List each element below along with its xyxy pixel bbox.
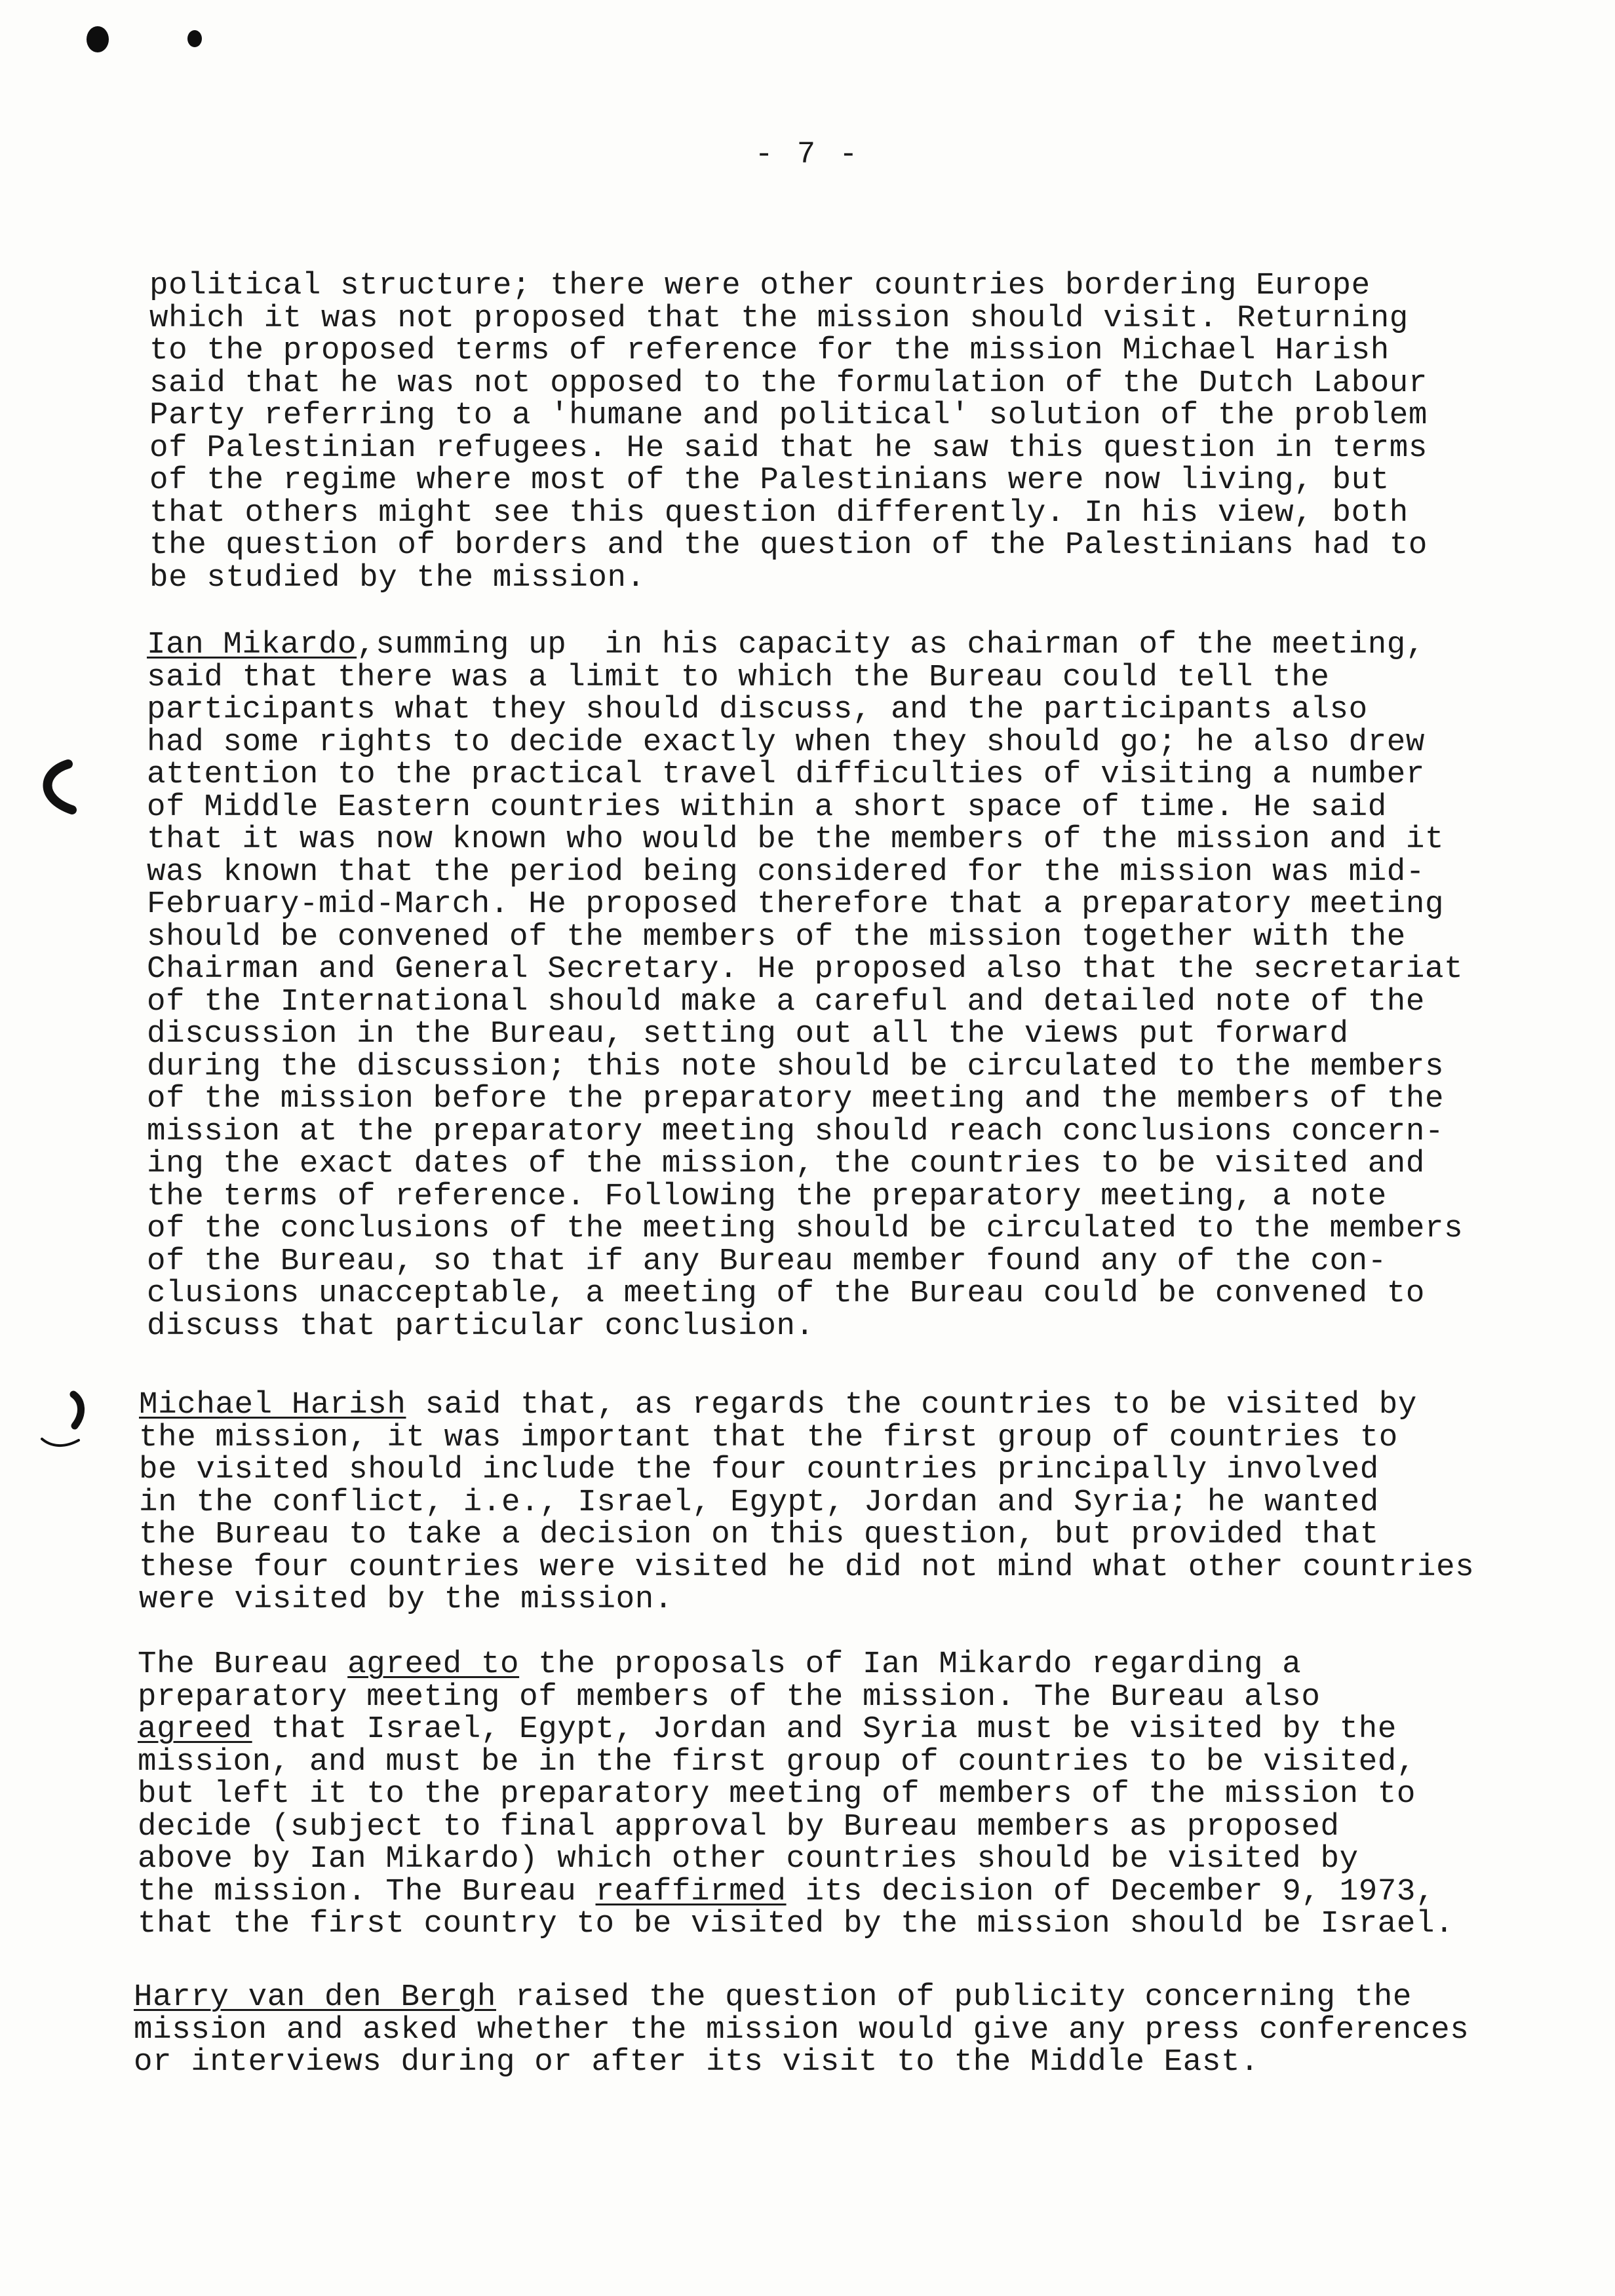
text-line xyxy=(139,1454,1474,1487)
text-line xyxy=(138,1746,1454,1779)
text-line xyxy=(138,1649,1454,1681)
underlined-name: Harry van den Bergh xyxy=(134,1980,496,2015)
text-segment: preparatory meeting of members of the mission. The Bureau also xyxy=(138,1679,1321,1715)
text-line xyxy=(149,335,1428,368)
text-line xyxy=(139,1389,1474,1422)
text-line xyxy=(149,432,1428,465)
text-segment: Chairman and General Secretary. He proposed also that the secretariat xyxy=(147,951,1464,987)
text-segment: in the conflict, i.e., Israel, Egypt, Jordan and Syria; he wanted xyxy=(139,1484,1379,1520)
text-segment: decide (subject to final approval by Bureau members as proposed xyxy=(138,1808,1340,1845)
text-line xyxy=(147,986,1463,1019)
text-line xyxy=(149,465,1428,497)
underlined-name: agreed xyxy=(138,1712,252,1747)
text-segment: said that he was not opposed to the formulation of the Dutch Labour xyxy=(149,365,1428,401)
text-line xyxy=(147,1213,1463,1246)
text-segment: or interviews during or after its visit to the Middle East. xyxy=(134,2044,1260,2080)
underlined-name: Michael Harish xyxy=(139,1387,406,1423)
text-line xyxy=(138,1843,1454,1876)
text-line xyxy=(147,1308,1463,1344)
text-line xyxy=(139,1484,1474,1520)
text-line xyxy=(149,365,1428,401)
text-line xyxy=(147,789,1463,825)
text-segment: ,summing up in his capacity as chairman of the meeting, xyxy=(357,627,1426,662)
punch-hole-mark xyxy=(87,26,109,52)
text-line xyxy=(149,400,1428,432)
text-segment: should be convened of the members of the mission together with the xyxy=(147,919,1406,955)
text-line xyxy=(147,1083,1463,1116)
text-line xyxy=(139,1584,1474,1617)
text-segment: discussion in the Bureau, setting out all the views put forward xyxy=(147,1016,1349,1052)
text-segment: Party referring to a 'humane and political' solution of the problem xyxy=(149,398,1428,433)
text-line xyxy=(139,1549,1475,1585)
text-line xyxy=(149,529,1428,562)
paragraph-bureau-decision xyxy=(138,1649,1454,1941)
text-line xyxy=(147,1243,1463,1279)
text-line xyxy=(138,1808,1454,1845)
text-segment: which it was not proposed that the mission should visit. Returning xyxy=(149,300,1409,336)
text-segment: discuss that particular conclusion. xyxy=(147,1308,815,1344)
text-segment: the mission, it was important that the first group of countries to xyxy=(139,1419,1398,1455)
text-line xyxy=(149,562,1428,595)
margin-bracket-mark xyxy=(31,1388,90,1460)
text-line xyxy=(138,1778,1454,1811)
text-segment: said that there was a limit to which the Bureau could tell the xyxy=(147,659,1330,695)
text-segment: of the International should make a careful and detailed note of the xyxy=(147,984,1426,1020)
text-line xyxy=(138,1713,1454,1746)
text-segment: that it was now known who would be the members of the mission and it xyxy=(147,822,1445,857)
text-line xyxy=(139,1419,1474,1455)
paragraph-harish-continuation xyxy=(149,270,1428,594)
text-segment: clusions unacceptable, a meeting of the Bureau could be convened to xyxy=(147,1276,1426,1311)
text-line xyxy=(149,270,1428,303)
text-segment: attention to the practical travel difficulties of visiting a number xyxy=(147,757,1426,792)
text-segment: February-mid-March. He proposed therefore that a preparatory meeting xyxy=(147,887,1445,922)
text-segment: political structure; there were other countries bordering Europe xyxy=(149,268,1371,303)
text-line xyxy=(138,1908,1454,1941)
text-line xyxy=(147,659,1463,695)
text-segment: to the proposed terms of reference for the mission Michael Harish xyxy=(149,333,1390,368)
text-line xyxy=(149,497,1428,530)
punch-hole-mark xyxy=(187,30,202,47)
text-segment: mission, and must be in the first group of countries to be visited, xyxy=(138,1744,1416,1780)
text-segment: ing the exact dates of the mission, the countries to be visited and xyxy=(147,1146,1426,1181)
text-segment: of Middle Eastern countries within a short space of time. He said xyxy=(147,789,1387,825)
text-segment: the mission. The Bureau xyxy=(138,1873,596,1909)
text-segment: that others might see this question differently. In his view, both xyxy=(149,495,1409,531)
text-line xyxy=(134,2014,1469,2047)
text-segment: mission and asked whether the mission would give any press conferences xyxy=(134,2012,1469,2048)
text-line xyxy=(134,1981,1469,2014)
text-line xyxy=(147,824,1463,856)
text-line xyxy=(147,889,1463,921)
text-segment: be visited should include the four countries principally involved xyxy=(139,1452,1379,1487)
text-line xyxy=(147,1018,1463,1051)
text-line xyxy=(147,1113,1463,1149)
text-segment: raised the question of publicity concerning the xyxy=(496,1980,1412,2015)
text-line xyxy=(147,724,1463,760)
text-line xyxy=(149,300,1428,336)
paragraph-harish-countries xyxy=(139,1389,1474,1617)
text-line xyxy=(147,629,1463,662)
paragraph-van-den-bergh-publicity xyxy=(134,1981,1469,2079)
text-segment: that Israel, Egypt, Jordan and Syria must be visited by the xyxy=(252,1712,1397,1747)
text-segment: of the Bureau, so that if any Bureau member found any of the con- xyxy=(147,1243,1387,1279)
text-segment: these four countries were visited he did not mind what other countries xyxy=(139,1549,1475,1585)
text-segment: of the mission before the preparatory meeting and the members of the xyxy=(147,1081,1445,1117)
text-line xyxy=(147,1178,1463,1214)
text-line xyxy=(139,1519,1474,1552)
text-segment: said that, as regards the countries to be visited by xyxy=(406,1387,1418,1423)
text-segment: be studied by the mission. xyxy=(149,560,646,596)
text-segment: its decision of December 9, 1973, xyxy=(786,1873,1435,1909)
text-line xyxy=(147,1278,1463,1311)
text-segment: that the first country to be visited by the mission should be Israel. xyxy=(138,1906,1454,1942)
text-line xyxy=(134,2046,1469,2079)
text-segment: The Bureau xyxy=(138,1647,348,1682)
text-segment: the question of borders and the question of the Palestinians had to xyxy=(149,527,1428,563)
text-segment: the Bureau to take a decision on this question, but provided that xyxy=(139,1517,1379,1552)
text-segment: the proposals of Ian Mikardo regarding a xyxy=(519,1647,1302,1682)
page-number: - 7 - xyxy=(754,138,861,172)
underlined-name: Ian Mikardo xyxy=(147,627,357,662)
text-segment: the terms of reference. Following the preparatory meeting, a note xyxy=(147,1178,1387,1214)
margin-bracket-mark xyxy=(29,759,81,818)
text-segment: was known that the period being considered for the mission was mid- xyxy=(147,854,1426,890)
text-segment: mission at the preparatory meeting should reach conclusions concern- xyxy=(147,1113,1445,1149)
text-line xyxy=(147,953,1463,986)
text-line xyxy=(138,1873,1454,1909)
text-line xyxy=(147,856,1463,889)
text-segment: above by Ian Mikardo) which other countries should be visited by xyxy=(138,1841,1359,1877)
text-segment: were visited by the mission. xyxy=(139,1582,673,1617)
text-segment: of the conclusions of the meeting should be circulated to the members xyxy=(147,1211,1464,1246)
paragraph-mikardo-summing-up xyxy=(147,629,1463,1343)
text-line xyxy=(147,759,1463,792)
underlined-name: agreed to xyxy=(347,1647,520,1682)
text-line xyxy=(138,1681,1454,1714)
text-line xyxy=(147,1048,1463,1084)
text-segment: participants what they should discuss, and the participants also xyxy=(147,692,1368,727)
text-segment: had some rights to decide exactly when they should go; he also drew xyxy=(147,724,1426,760)
text-segment: during the discussion; this note should be circulated to the members xyxy=(147,1048,1445,1084)
text-line xyxy=(147,1148,1463,1181)
text-segment: of the regime where most of the Palestinians were now living, but xyxy=(149,463,1390,498)
text-line xyxy=(147,921,1463,954)
text-segment: but left it to the preparatory meeting of members of the mission to xyxy=(138,1776,1416,1812)
underlined-name: reaffirmed xyxy=(595,1873,787,1909)
text-line xyxy=(147,694,1463,727)
text-segment: of Palestinian refugees. He said that he saw this question in terms xyxy=(149,430,1428,466)
